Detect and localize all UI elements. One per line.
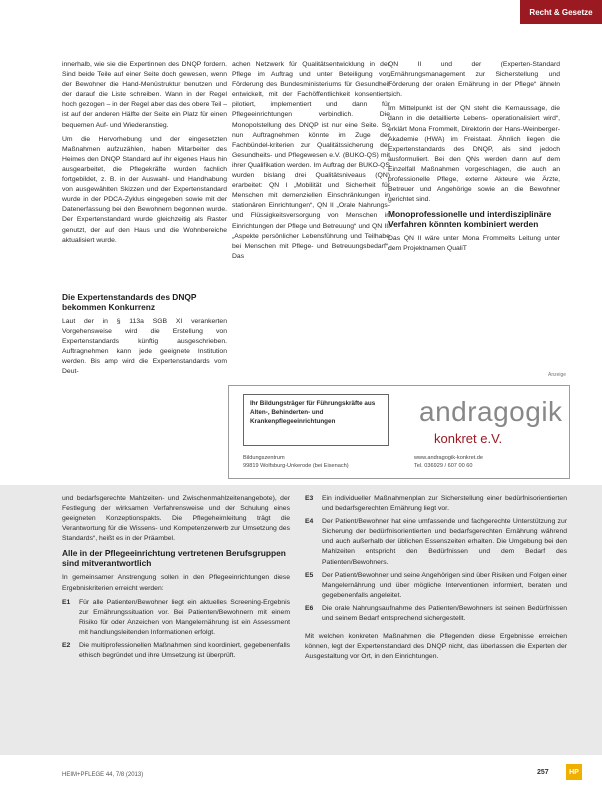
ad-contact <box>414 454 483 470</box>
paragraph: achen Netzwerk für Qualitätsentwicklung in der Pflege im Auftrag und unter Beteiligung von Förderung des Bundesministeriums für Gesundheit entwickelt, mit der Fachöffentlichkeit konsentiert, pilotiert, implementiert und dann für Pflegeeinrichtungen verbindlich. Die Monopolstellung des DNQP ist nur eine Seite. So nun Auftragnehmen könnte im Zuge der Fachbündel-kriterien zur Qualitätssicherung der Gesundheits- und Pflegewesen e.V. (BUKO-QS) mit ihrer Qualifikation werden. Im Auftrag der BUKO-QS wurden bislang drei Qualitätsniveaus (QN) erarbeitet: QN I „Mobilität und Sicherheit für Menschen mit demenziellen Einschränkungen in stationären Einrichtungen“, QN II „Orale Nahrungs- und Flüssigkeitsversorgung von Menschen in Einrichtungen der Pflege und Betreuung“ und QN III „Aspekte persönlicher Lebensführung und Teilhabe bei Menschen mit Pflege- und Betreuungsbedarf“. Das <box>232 61 390 260</box>
ad-label: Anzeige <box>548 372 567 378</box>
ad-address-line: 99819 Wolfsburg-Unkerode (bei Eisenach) <box>243 463 349 469</box>
criterion-item <box>305 571 567 601</box>
paragraph: Im Mittelpunkt ist der QN steht die Kernaussage, die dann in die detaillierte Lebens- operationalisiert wird“, erklärt Mona Frommelt, Direktorin der Hans-Weinberger-Akademie (HWA) im Freistaat. Ähnlich liegen die Expertenstandards des DNQP, als sind jedoch ausformuliert. Bei den QNs werden dann auf dem Einzelfall Maßnahmen vorgeschlagen, die auch an professionelle Pflege, externe Akteure wie Ärzte, Betreuer und Angehörige sowie an die Bewohner gerichtet sind. <box>388 105 560 204</box>
criterion-text: Ein individueller Maßnahmenplan zur Sicherstellung einer bedürfnisorientierten und bedarfsgerechten Ernährung liegt vor. <box>322 495 567 513</box>
column-3 <box>388 60 560 375</box>
criterion-text: Die orale Nahrungsaufnahme des Patienten/Bewohners ist seinen Bedürfnissen und seinem Bedarf entsprechend sichergestellt. <box>322 604 567 623</box>
ad-address <box>243 454 349 470</box>
ad-headline-box: Ihr Bildungsträger für Führungskräfte aus Alten-, Behinderten- und Krankenpflegeeinrichtungen <box>243 394 389 446</box>
criterion-item <box>305 494 567 514</box>
paragraph: In gemeinsamer Anstrengung sollen in den Pflegeeinrichtungen diese Ergebniskriterien erreicht werden: <box>62 574 290 592</box>
ad-phone: Tel. 036929 / 607 00 60 <box>414 463 473 469</box>
section-heading: Monoprofessionelle und interdisziplinäre Verfahren könnten kombiniert werden <box>388 209 552 230</box>
ad-address-line: Bildungszentrum <box>243 455 285 461</box>
criterion-item <box>62 598 290 638</box>
criterion-item <box>62 641 290 661</box>
criterion-text: Für alle Patienten/Bewohner liegt ein aktuelles Screening-Ergebnis zur Ernährungssituation vor. Bei Patienten/Bewohnern mit einem Risiko für oder Anzeichen von Mangelernährung ist ein Assessment mit handlungsleitenden Informationen erfolgt. <box>79 598 290 636</box>
criterion-text: Der Patient/Bewohner hat eine umfassende und fachgerechte Unterstützung zur Sicherung der bedürfnisorientierten und bedarfsgerechten Ernährung während und auch außerhalb der üblichen Essenszeiten erhalten. Die Umgebung bei den Mahlzeiten entspricht den Bedürfnissen und dem Bedarf des Patienten/Bewohners. <box>322 518 567 566</box>
paragraph: innerhalb, wie sie die Expertinnen des DNQP fordern. Sind beide Teile auf einer Seite doch gewesen, wenn der Bewohner die Hand-Menüstruktur benutzen und der darauf die Liste schreiben. Wann in der Regel hoch gezogen – in der Regel aber das des obere Teil – ist auf der anderen Hälfte der Seite ein Platz für einen bequemen Auf- und Wiederanstieg. <box>62 61 227 129</box>
paragraph: Um die Hervorhebung und der eingesetzten Maßnahmen aufzuzählen, haben Mitarbeiter des Heimes den DNQP Standard auf ihr eigenes Haus hin ausgearbeitet, die Pflegekräfte wurden fachlich fortgebildet, z. B. in der Auswahl- und Handhabung von ausgewählten Skizzen und der Expertenstandard wurde in der PDCA-Zyklus eingegeben sowie mit der Datenerfassung bei den Bewohnern begonnen wurde. Der Expertenstandard wurde gleichzeitig als Raster genutzt, der auf den Haus und die Wohnbereiche aktualisiert wurde. <box>62 135 227 244</box>
ad-website-link[interactable]: www.andragogik-konkret.de <box>414 455 484 461</box>
ad-logo: andragogik <box>419 396 563 427</box>
journal-logo: HP <box>566 764 582 780</box>
criterion-label: E3 <box>305 495 314 502</box>
criterion-label: E1 <box>62 598 71 606</box>
criterion-text: Die multiprofessionellen Maßnahmen sind koordiniert, gegebenenfalls ethisch begründet und ihre Umsetzung ist überprüft. <box>79 642 290 660</box>
box-column-left <box>62 494 290 752</box>
paragraph: und bedarfsgerechte Mahlzeiten- und Zwischenmahlzeitenangebote), der Festlegung der wirksamen Verfahrensweise und der Schulung eines geeigneten Konzeptionspakts. Die Pflegeheimleitung trägt die Verantwortung für die Wissens- und Kompetenzerwerb zur Umsetzung des Standards“, heißt es in der Präambel. <box>62 495 290 543</box>
section-heading: Alle in der Pflegeeinrichtung vertretenen Berufsgruppen sind mitverantwortlich <box>62 548 286 569</box>
column-1 <box>62 60 227 280</box>
column-2 <box>232 60 390 360</box>
paragraph: Das QN II wäre unter Mona Frommelts Leitung unter dem Projektnamen QualiT <box>388 235 560 253</box>
column-1-lower <box>62 290 227 470</box>
box-column-right <box>305 494 567 752</box>
criterion-item <box>305 517 567 567</box>
criterion-label: E5 <box>305 571 314 579</box>
criterion-label: E6 <box>305 604 314 612</box>
paragraph: Laut der in § 113a SGB XI verankerten Vorgehensweise wird die Erstellung von Expertenstandards künftig ausgeschrieben. Auftragnehmen kann jede geeignete Institution werden. Bis amp wird die Expertenstandards vom Deut- <box>62 318 227 376</box>
criterion-item <box>305 604 567 624</box>
criterion-label: E4 <box>305 518 314 526</box>
ad-logo-subtitle: konkret e.V. <box>434 431 503 446</box>
paragraph: QN II und der (Experten-Standard „Ernährungsmanagement zur Sicherstellung und Förderung der oralen Ernährung in der Pflege“ ähneln sich. <box>388 61 560 99</box>
page-number: 257 <box>537 769 549 776</box>
paragraph: Mit welchen konkreten Maßnahmen die Pflegenden diese Ergebnisse erreichen können, legt der Expertenstandard des DNQP nicht, das überlassen die Experten der Ausgestaltung vor Ort, in den Einrichtungen. <box>305 633 567 661</box>
criterion-label: E2 <box>62 642 71 650</box>
section-tab: Recht & Gesetze <box>520 0 602 24</box>
section-heading: Die Expertenstandards des DNQP bekommen Konkurrenz <box>62 292 197 312</box>
criterion-text: Der Patient/Bewohner und seine Angehörigen sind über Risiken und Folgen einer Mangelernährung und über mögliche Interventionen informiert, beraten und gegebenenfalls angeleitet. <box>322 571 567 599</box>
journal-citation: HEIM+PFLEGE 44, 7/8 (2013) <box>62 772 144 778</box>
advertisement <box>228 385 570 479</box>
